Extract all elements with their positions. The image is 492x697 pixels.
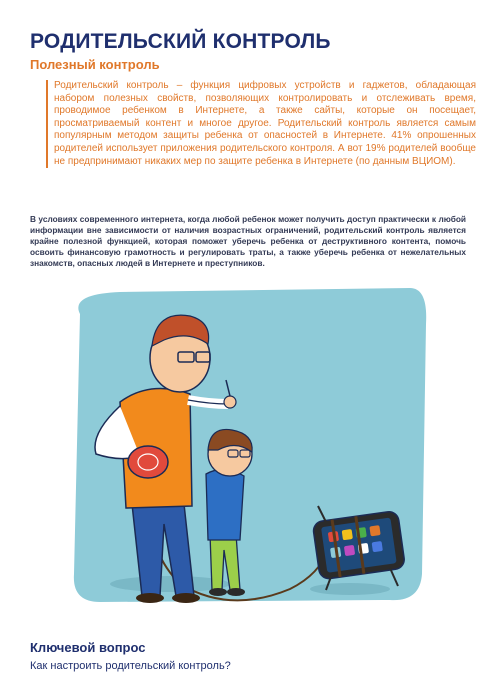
parental-control-illustration bbox=[60, 284, 432, 614]
key-question-text: Как настроить родительский контроль? bbox=[30, 660, 231, 672]
key-question-heading: Ключевой вопрос bbox=[30, 640, 146, 655]
intro-paragraph: Родительский контроль – функция цифровых устройств и гаджетов, обладающая набором полезных свойств, позволяющих контролировать и отслеживать время, проводимое ребенком в Интернете, а также сайты, которые он посещает, просматриваемый контент и многое другое. Родительский контроль является самым популярным методом защиты ребенка от опасностей в Интернете. 41% опрошенных родителей использует приложения родительского контроля. А вот 19% родителей вообще не предпринимают никаких мер по защите ребенка в Интернете (по данным ВЦИОМ). bbox=[46, 80, 476, 168]
page-title: РОДИТЕЛЬСКИЙ КОНТРОЛЬ bbox=[30, 30, 331, 53]
body-paragraph: В условиях современного интернета, когда любой ребенок может получить доступ практически к любой информации вне зависимости от наличия возрастных ограничений, родительский контроль является крайне полезной функцией, которая поможет уберечь ребенка от деструктивного контента, помочь освоить финансовую грамотность и регулировать траты, а также уберечь ребенка от нежелательных знакомств, опасных людей в Интернете и преступников. bbox=[30, 214, 466, 268]
page-subtitle: Полезный контроль bbox=[30, 57, 160, 72]
